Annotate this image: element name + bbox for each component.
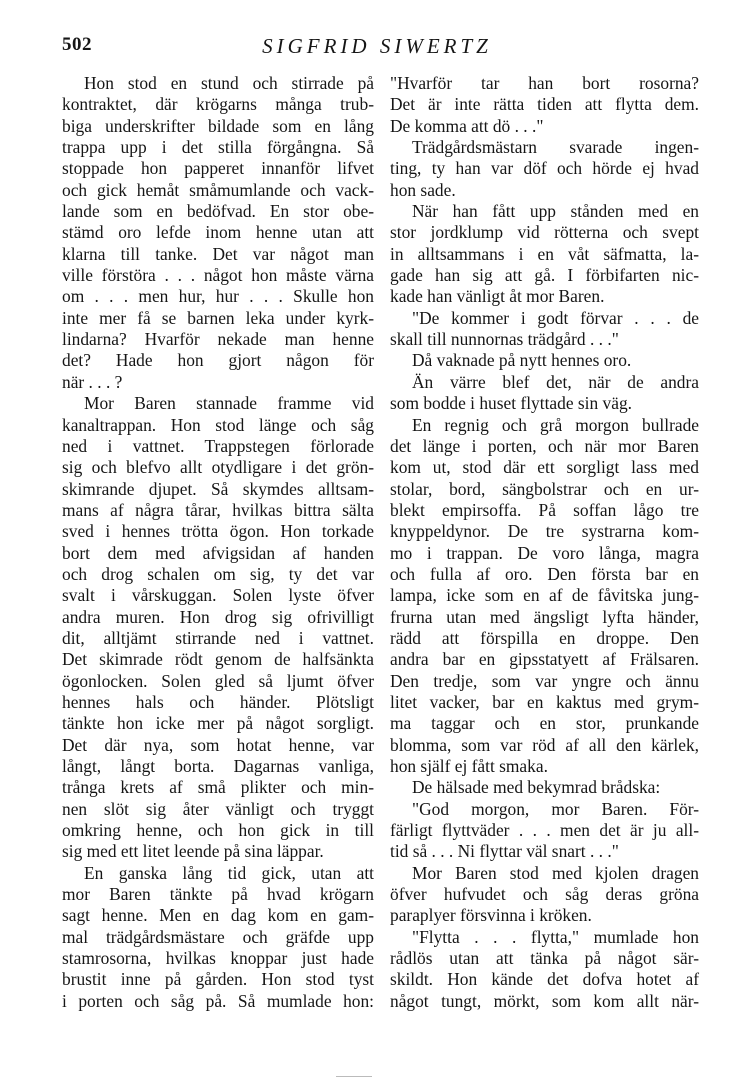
text-line: Det är inte rätta tiden att flytta dem. <box>390 94 699 115</box>
text-line: svalt i vårskuggan. Solen lyste öfver <box>62 585 374 606</box>
text-line: rädd att förspilla en droppe. Den <box>390 627 699 648</box>
text-line: Det skimrade rödt genom de halfsänkta <box>62 649 374 670</box>
text-line: det länge i porten, och när mor Baren <box>390 435 699 456</box>
text-line: något tungt, mörkt, som kom allt när- <box>390 990 699 1011</box>
text-line: trånga krets af små plikter och min- <box>62 777 374 798</box>
text-line: skall till nunnornas trädgård . . ." <box>390 329 619 350</box>
text-line: De hälsade med bekymrad brådska: <box>412 777 661 798</box>
text-line: "Flytta . . . flytta," mumlade hon <box>412 926 699 947</box>
text-line: När han fått upp stånden med en <box>412 201 699 222</box>
text-line: litet vacker, bar en kaktus med grym- <box>390 691 699 712</box>
text-line: Den tredje, som var yngre och ännu <box>390 670 699 691</box>
right-text-column <box>390 73 699 1012</box>
text-line: klarna till tanke. Det var något man <box>62 243 374 264</box>
text-line: En ganska lång tid gick, utan att <box>84 862 374 883</box>
text-line: in alltsammans i en våt säfmatta, la- <box>390 243 699 264</box>
text-line: blomma, som var röd af all den kärlek, <box>390 734 699 755</box>
text-line: stor jordklump vid rötterna och svept <box>390 222 699 243</box>
text-line: sig med ett litet leende på sina läppar. <box>62 841 324 862</box>
text-line: ting, ty han var döf och hörde ej hvad <box>390 158 699 179</box>
text-line: gade han sig att gå. I förbifarten nic- <box>390 265 699 286</box>
text-line: Det där nya, som hotat henne, var <box>62 734 374 755</box>
text-line: Hon stod en stund och stirrade på <box>84 73 374 93</box>
text-line: hon sade. <box>390 179 456 200</box>
text-line: andra bar en gipsstatyett af Frälsaren. <box>390 649 699 670</box>
text-line: sagt henne. Men en dag kom en gam- <box>62 905 374 926</box>
text-line: mans af några tårar, hvilkas bittra sälta <box>62 499 374 520</box>
text-line: och fulla af oro. Den första bar en <box>390 563 699 584</box>
text-line: skildt. Hon kände det dofva hotet af <box>390 969 699 990</box>
running-title: SIGFRID SIWERTZ <box>262 34 492 58</box>
text-line: brustit inne på gården. Hon stod tyst <box>62 969 374 990</box>
footer-mark <box>336 1076 372 1077</box>
text-line: De komma att dö . . ." <box>390 115 544 136</box>
text-line: lande som en bedöfvad. En stor obe- <box>62 201 374 222</box>
text-line: "God morgon, mor Baren. För- <box>412 798 699 819</box>
text-line: skimrande djupet. Så skymdes alltsam- <box>62 478 374 499</box>
text-line: kom ut, stod där ett sorgligt lass med <box>390 457 699 478</box>
text-line: färligt flyttväder . . . men det är ju all- <box>390 820 699 841</box>
text-line: långt, långt borta. Dagarnas vanliga, <box>62 756 374 776</box>
text-line: dit, alltjämt stirrande ned i vattnet. <box>62 627 374 648</box>
text-line: som bodde i huset flyttade sin väg. <box>390 393 632 414</box>
text-line: Mor Baren stannade framme vid <box>84 393 374 414</box>
text-line: Då vaknade på nytt hennes oro. <box>412 350 632 371</box>
text-line: biga underskrifter bildade som en lång <box>62 115 374 136</box>
text-line: mal trädgårdsmästare och gräfde upp <box>62 926 374 947</box>
text-line: mor Baren tänkte på hvad krögarn <box>62 884 374 905</box>
text-line: öfver hufvudet och såg deras gröna <box>390 884 699 905</box>
text-line: "Hvarför tar han bort rosorna? <box>390 73 699 93</box>
text-line: nen slöt sig åter vänligt och tryggt <box>62 798 374 819</box>
text-line: ned i vattnet. Trappstegen förlorade <box>62 435 374 456</box>
text-line: när . . . ? <box>62 371 123 392</box>
text-line: rådlös utan att tänka på något sär- <box>390 948 699 969</box>
text-line: andra muren. Hon drog sig ofrivilligt <box>62 606 374 627</box>
text-line: stolar, bord, sängbolstrar och en ur- <box>390 478 699 499</box>
text-line: sved i hennes trötta ögon. Hon torkade <box>62 521 374 542</box>
text-line: En regnig och grå morgon bullrade <box>412 414 699 435</box>
text-line: och drog schalen om sig, ty det var <box>62 563 374 584</box>
text-line: i porten och såg på. Så mumlade hon: <box>62 990 374 1011</box>
text-line: mo i trappan. De voro långa, magra <box>390 542 699 563</box>
text-line: Mor Baren stod med kjolen dragen <box>412 862 699 883</box>
text-line: lampa, icke som en af de fåvitska jung- <box>390 585 699 606</box>
text-line: och gick hemåt småmumlande och vack- <box>62 179 374 200</box>
left-text-column <box>62 73 374 1012</box>
text-line: stämd oro lefde inom henne utan att <box>62 222 374 243</box>
text-line: paraplyer försvinna i kröken. <box>390 905 592 926</box>
text-line: sig och blefvo allt otydligare i det grön- <box>62 457 374 478</box>
text-line: trappa upp i det stilla förgångna. Så <box>62 137 374 158</box>
text-line: "De kommer i godt förvar . . . de <box>412 307 699 328</box>
text-line: bort dem med afvigsidan af handen <box>62 542 374 563</box>
text-line: tid så . . . Ni flyttar väl snart . . ." <box>390 841 619 862</box>
text-line: stoppade hon papperet innanför lifvet <box>62 158 374 179</box>
text-line: kontraktet, där krögarns många trub- <box>62 94 374 115</box>
page-header <box>62 34 692 64</box>
text-line: lindarna? Hvarför nekade man henne <box>62 329 374 350</box>
text-line: ögonlocken. Solen gled så ljumt öfver <box>62 670 374 691</box>
text-line: kanaltrappan. Hon stod länge och såg <box>62 414 374 435</box>
text-line: inte mer få se barnen leka under kyrk- <box>62 307 374 328</box>
text-line: stamrosorna, hvilkas knoppar just hade <box>62 948 374 969</box>
text-line: blekt empirsoffa. På soffan lågo tre <box>390 499 699 520</box>
text-line: hennes hals och händer. Plötsligt <box>62 691 374 712</box>
text-line: om . . . men hur, hur . . . Skulle hon <box>62 286 374 307</box>
text-line: knyppeldynor. De tre systrarna kom- <box>390 521 699 542</box>
text-line: ville förstöra . . . något hon måste värna <box>62 265 374 286</box>
text-line: det? Hade hon gjort någon för <box>62 350 374 371</box>
text-line: frurna utan med ängsligt lyfta händer, <box>390 606 699 627</box>
text-line: kade han vänligt åt mor Baren. <box>390 286 605 307</box>
text-line: hon själf ej fått smaka. <box>390 756 548 776</box>
text-line: ma taggar och en stor, prunkande <box>390 713 699 734</box>
text-line: Trädgårdsmästarn svarade ingen- <box>412 137 699 158</box>
page-number: 502 <box>62 34 92 55</box>
text-line: omkring henne, och hon gick in till <box>62 820 374 841</box>
text-line: Än värre blef det, när de andra <box>412 371 699 392</box>
text-line: tänkte hon icke mer på något sorgligt. <box>62 713 374 734</box>
